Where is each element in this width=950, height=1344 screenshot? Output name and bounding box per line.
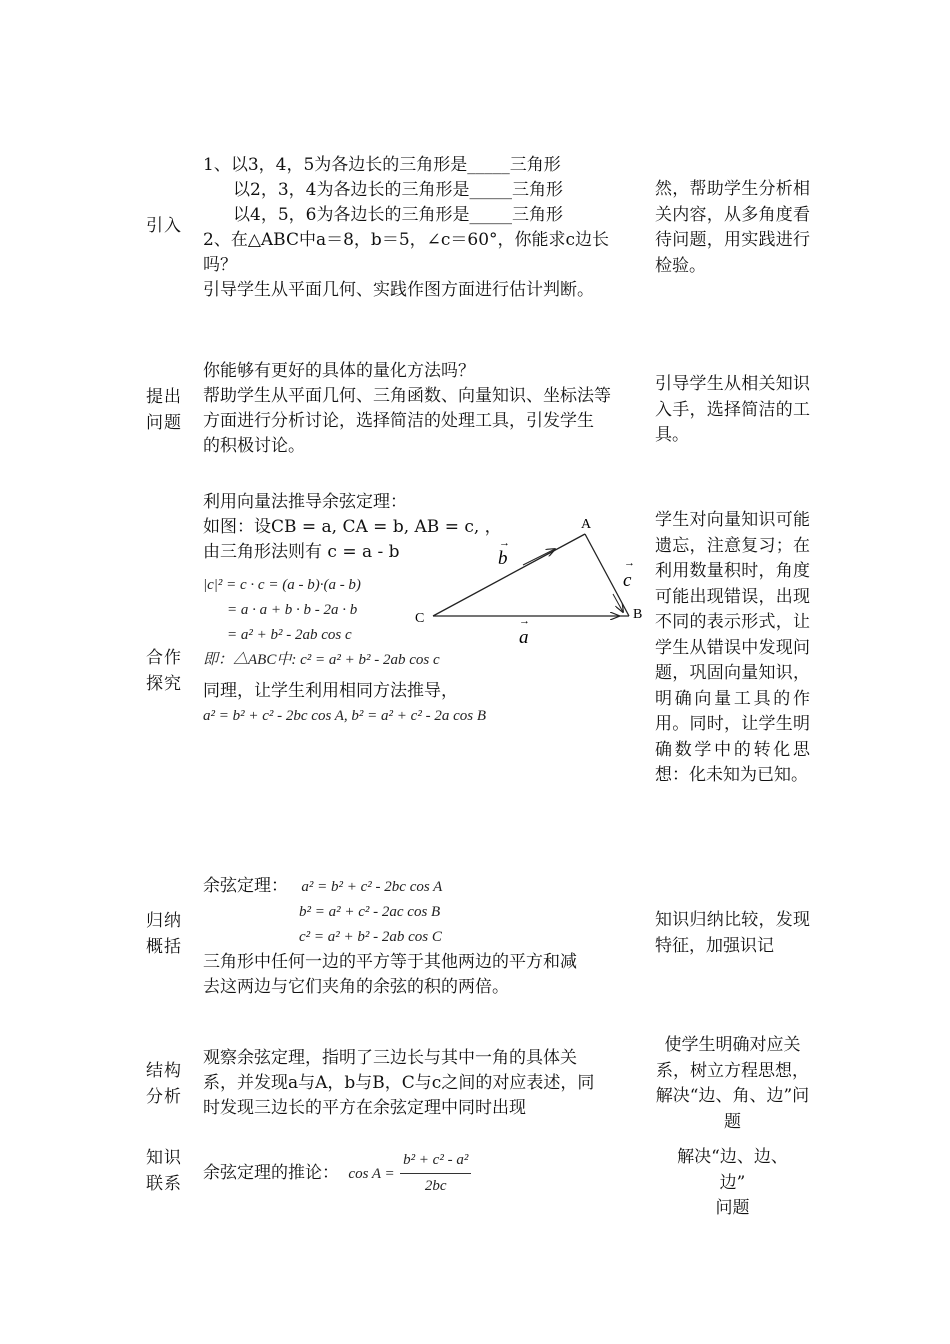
- section-label-explore: 合作探究: [146, 648, 182, 694]
- summary-note: 知识归纳比较，发现特征，加强识记: [655, 910, 810, 956]
- explore-title: 利用向量法推导余弦定理：: [203, 492, 407, 512]
- summary-text: 去这两边与它们夹角的余弦的积的两倍。: [203, 977, 509, 997]
- structure-line: 时发现三边长的平方在余弦定理中同时出现: [203, 1098, 526, 1118]
- intro-line: 以4，5，6为各边长的三角形是_____三角形: [233, 205, 563, 225]
- vector-triangle-diagram: [405, 512, 650, 652]
- explore-similar: 同理，让学生利用相同方法推导，: [203, 681, 458, 701]
- explore-triangle-rule: 由三角形法则有 c = a - b: [203, 542, 400, 562]
- vertex-label-a: A: [581, 517, 592, 532]
- explore-step-2: = a · a + b · b - 2a · b: [227, 602, 358, 618]
- summary-formula-c: c² = a² + b² - 2ab cos C: [299, 929, 442, 945]
- intro-line: 以2，3，4为各边长的三角形是_____三角形: [233, 180, 563, 200]
- intro-line: 1、以3，4，5为各边长的三角形是_____三角形: [203, 155, 561, 175]
- vector-arrow-a-icon: →: [519, 615, 530, 627]
- intro-note: 然，帮助学生分析相关内容，从多角度看待问题，用实践进行检验。: [655, 179, 810, 276]
- explore-step-3: = a² + b² - 2ab cos c: [227, 627, 352, 643]
- summary-formula-b: b² = a² + c² - 2ac cos B: [299, 904, 441, 920]
- connect-content: [203, 1148, 643, 1199]
- structure-line: 观察余弦定理，指明了三边长与其中一角的具体关: [203, 1048, 577, 1068]
- explore-setup: 如图：设CB = a, CA = b, AB = c, ，: [203, 517, 502, 537]
- vector-label-a: a: [519, 627, 529, 648]
- explore-result: 即：△ABC中: c² = a² + b² - 2ab cos c: [203, 652, 440, 668]
- arrow-b-icon: [523, 549, 555, 565]
- connect-note: [655, 1145, 810, 1222]
- section-label-question: 提出问题: [146, 387, 182, 433]
- question-content: [203, 359, 643, 459]
- explore-formulas: a² = b² + c² - 2bc cos A, b² = a² + c² - 2a cos B: [203, 708, 486, 724]
- explore-step-1: |c|² = c · c = (a - b)·(a - b): [203, 577, 361, 593]
- connect-note-line: 问题: [715, 1198, 750, 1218]
- connect-fraction: [400, 1148, 471, 1199]
- intro-content: [203, 153, 643, 303]
- question-line: 帮助学生从平面几何、三角函数、向量知识、坐标法等: [203, 386, 611, 406]
- connect-prefix: 余弦定理的推论：: [203, 1163, 339, 1183]
- connect-note-line: 解决“边、边、: [677, 1147, 788, 1167]
- section-label-summary: 归纳概括: [146, 911, 182, 957]
- summary-formula-a: a² = b² + c² - 2bc cos A: [301, 879, 443, 895]
- summary-content: [203, 874, 643, 1000]
- summary-prefix: 余弦定理：: [203, 876, 288, 896]
- intro-line: 2、在△ABC中a＝8，b＝5，∠c＝60°，你能求c边长: [203, 230, 610, 250]
- connect-denominator: 2bc: [424, 1178, 447, 1194]
- vector-label-b: b: [498, 548, 508, 569]
- structure-line: 系，并发现a与A，b与B，C与c之间的对应表述，同: [203, 1073, 595, 1093]
- question-line: 方面进行分析讨论，选择简洁的处理工具，引发学生: [203, 411, 594, 431]
- vector-label-c: c: [623, 570, 632, 591]
- vector-arrow-c-icon: →: [624, 557, 635, 569]
- connect-note-line: 边”: [719, 1172, 746, 1193]
- connect-lhs: cos A =: [348, 1166, 395, 1182]
- question-line: 的积极讨论。: [203, 436, 305, 456]
- intro-line: 引导学生从平面几何、实践作图方面进行估计判断。: [203, 280, 594, 300]
- section-label-intro: 引入: [146, 216, 182, 236]
- intro-line: 吗？: [203, 255, 237, 275]
- summary-text: 三角形中任何一边的平方等于其他两边的平方和减: [203, 952, 577, 972]
- structure-content: [203, 1046, 643, 1121]
- summary-heading: [203, 874, 643, 900]
- vector-arrow-b-icon: →: [499, 537, 510, 549]
- question-line: 你能够有更好的具体的量化方法吗？: [203, 361, 475, 381]
- explore-note: 学生对向量知识可能遗忘，注意复习；在利用数量积时，角度可能出现错误，出现不同的表示形式，让学生从错误中发现问题，巩固向量知识，明确向量工具的作用。同时，让学生明确数学中的转化思想：化未知为已知。: [655, 510, 810, 785]
- section-label-structure: 结构分析: [146, 1061, 182, 1107]
- section-label-connect: 知识联系: [146, 1148, 182, 1194]
- connect-numerator: b² + c² - a²: [400, 1148, 471, 1174]
- vertex-label-c: C: [415, 611, 425, 626]
- structure-note: 使学生明确对应关系，树立方程思想，解决“边、角、边”问题: [655, 1035, 810, 1132]
- question-note: 引导学生从相关知识入手，选择简洁的工具。: [655, 374, 810, 445]
- vertex-label-b: B: [633, 607, 643, 622]
